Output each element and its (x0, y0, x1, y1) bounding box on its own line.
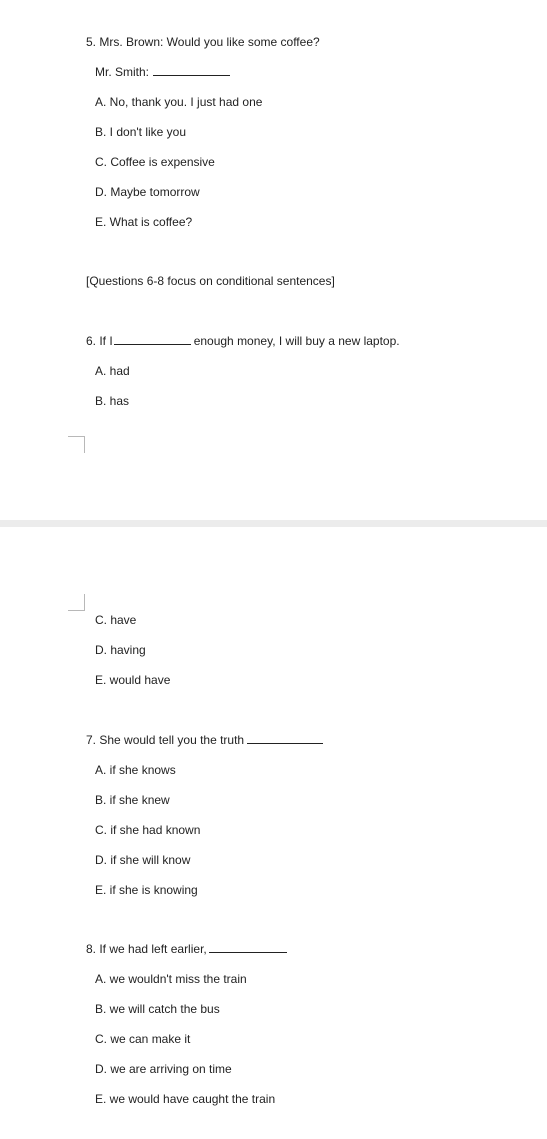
question-5-option-d: D. Maybe tomorrow (95, 185, 200, 199)
question-8-option-e: E. we would have caught the train (95, 1092, 276, 1106)
answer-blank (209, 941, 287, 953)
question-6-prompt-end: enough money, I will buy a new laptop. (193, 334, 400, 348)
question-5-prompt: 5. Mrs. Brown: Would you like some coffee? (86, 35, 320, 49)
document-page-bottom (0, 527, 547, 1139)
question-7-option-b: B. if she knew (95, 793, 170, 807)
answer-blank (153, 64, 230, 76)
crop-mark-top (68, 436, 85, 453)
question-6-option-e: E. would have (95, 673, 171, 687)
question-7-option-d: D. if she will know (95, 853, 191, 867)
question-7-prompt-text: 7. She would tell you the truth (86, 733, 245, 747)
question-8-option-d: D. we are arriving on time (95, 1062, 232, 1076)
question-5-option-b: B. I don't like you (95, 125, 187, 139)
crop-mark-bottom (68, 594, 85, 611)
question-5-option-e: E. What is coffee? (95, 215, 193, 229)
answer-blank (114, 333, 191, 345)
answer-blank (247, 732, 323, 744)
question-6-option-a: A. had (95, 364, 130, 378)
answer-speaker: Mr. Smith: (95, 65, 150, 79)
question-7-prompt (86, 732, 323, 748)
question-6-option-c: C. have (95, 613, 137, 627)
page-break (0, 520, 547, 527)
question-6-option-b: B. has (95, 394, 130, 408)
question-5-answer-line (95, 64, 230, 80)
question-5-option-c: C. Coffee is expensive (95, 155, 215, 169)
question-7-option-e: E. if she is knowing (95, 883, 198, 897)
question-7-option-a: A. if she knows (95, 763, 176, 777)
question-6-prompt (86, 333, 400, 349)
question-8-option-b: B. we will catch the bus (95, 1002, 220, 1016)
section-note: [Questions 6-8 focus on conditional sentences] (86, 274, 335, 288)
question-6-prompt-start: 6. If I (86, 334, 113, 348)
question-7-option-c: C. if she had known (95, 823, 201, 837)
question-5-option-a: A. No, thank you. I just had one (95, 95, 263, 109)
question-6-option-d: D. having (95, 643, 146, 657)
question-8-prompt (86, 941, 287, 957)
question-8-option-a: A. we wouldn't miss the train (95, 972, 247, 986)
question-8-option-c: C. we can make it (95, 1032, 191, 1046)
question-8-prompt-text: 8. If we had left earlier, (86, 942, 207, 956)
